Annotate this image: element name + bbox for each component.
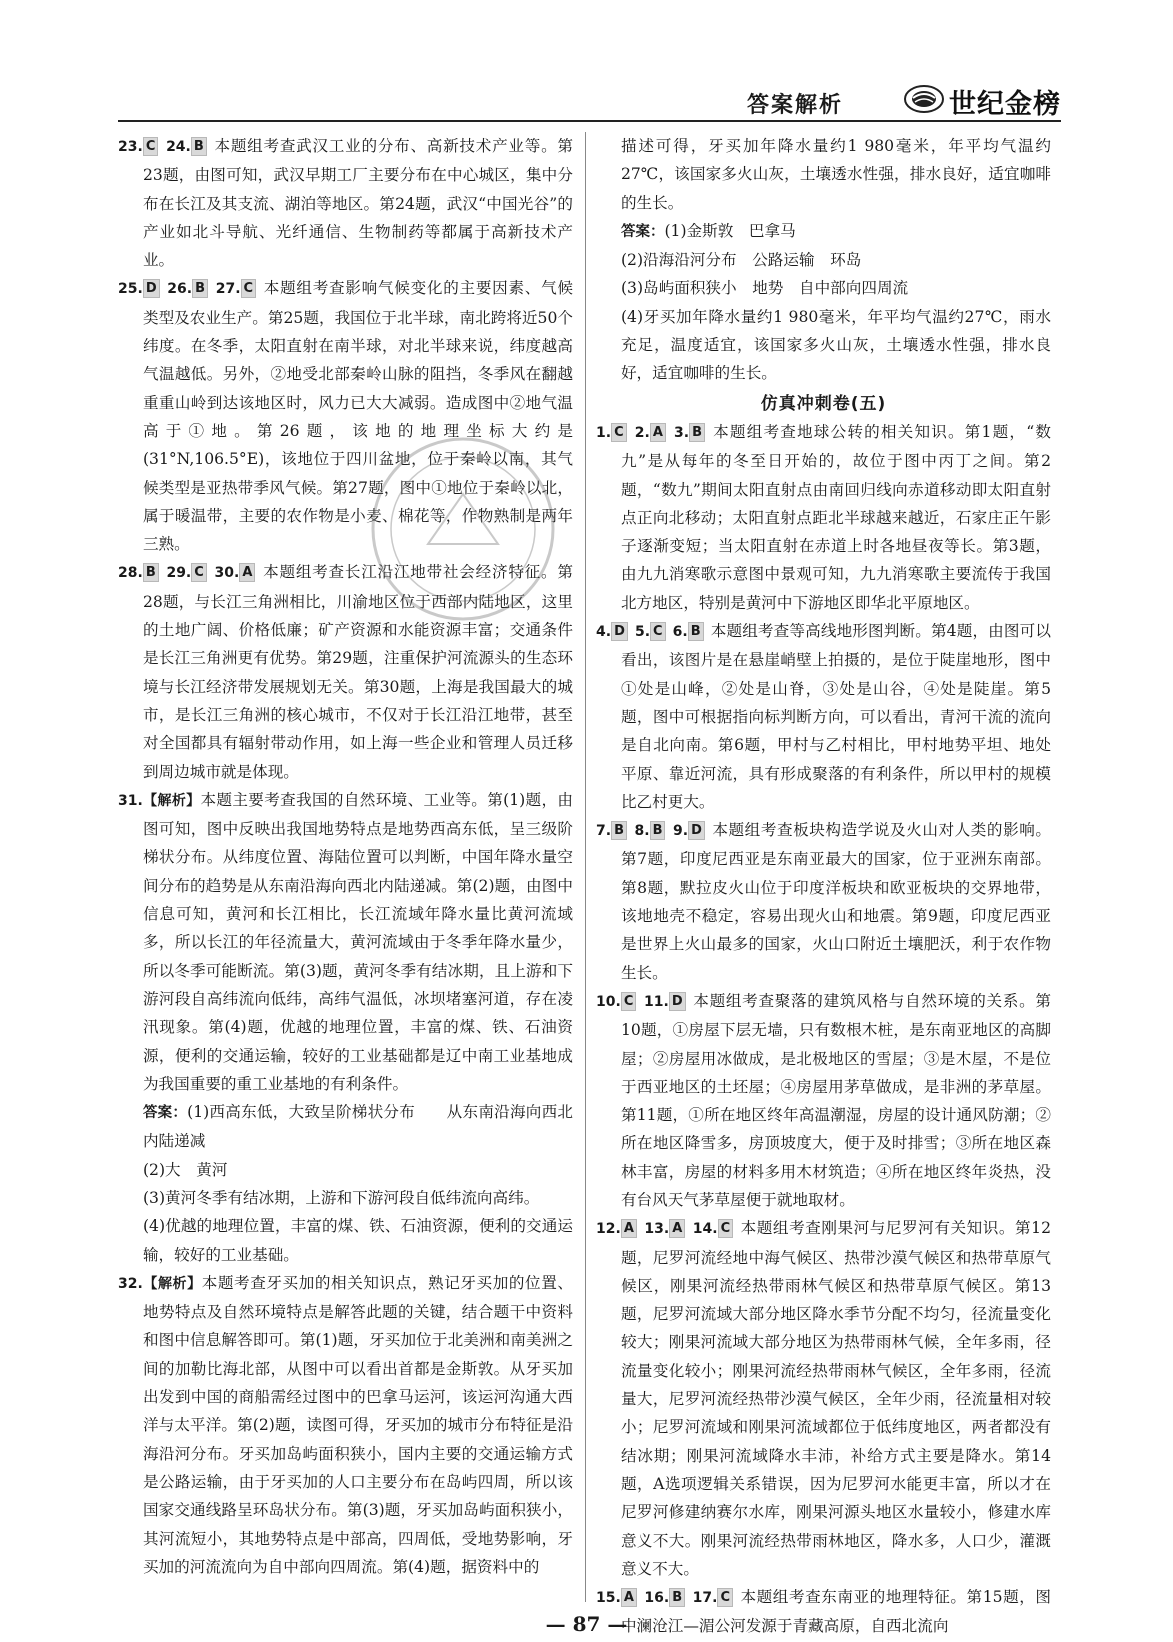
answer-badge: D <box>143 279 160 298</box>
question-number: 7. <box>596 823 612 840</box>
explanation-text: 本题组考查地球公转的相关知识。第1题，“数九”是从每年的冬至日开始的，故位于图中丙丁之间。第2题，“数九”期间太阳直射点由南回归线向赤道移动即太阳直射点正向北移动；太阳直射点距北半球越来越近，石家庄正午影子逐渐变短；当太阳直射在赤道上时各地昼夜等长。第3题，由九九消寒歌示意图中景观可知，九九消寒歌主要流传于我国北方地区，特别是黄河中下游地区即华北平原地区。 <box>620 422 1051 612</box>
answer-badge: B <box>688 622 704 641</box>
answer-badge: C <box>241 279 257 298</box>
question-number: 30. <box>214 565 240 582</box>
answer-badge: C <box>650 622 666 641</box>
explanation-text: 本题组考查武汉工业的分布、高新技术产业等。第23题，由图可知，武汉早期工厂主要分布在中心城区，集中分布在长江及其支流、湖泊等地区。第24题，武汉“中国光谷”的产业如北斗导航、光纤通信、生物制药等都属于高新技术产业。 <box>142 137 573 270</box>
answer-badge: B <box>611 821 627 840</box>
answer-line <box>143 1098 573 1156</box>
question-number: 31. <box>118 792 143 809</box>
answer-badge: B <box>689 423 705 442</box>
question-32 <box>118 1269 573 1581</box>
question-number: 23. <box>118 139 143 155</box>
question-number: 32. <box>118 1275 143 1292</box>
question-10-11 <box>596 987 1051 1214</box>
question-number: 26. <box>167 281 193 298</box>
right-column <box>596 132 1052 1636</box>
answer-block-32 <box>596 217 1051 388</box>
question-number: 3. <box>674 424 690 441</box>
question-number: 11. <box>644 993 669 1010</box>
header-rule <box>118 120 1061 122</box>
question-number: 12. <box>596 1221 621 1238</box>
answer-heading: 答案： <box>142 1105 188 1122</box>
answer-line: (3)岛屿面积狭小 地势 自中部向四周流 <box>620 279 909 298</box>
question-1-3 <box>596 418 1051 617</box>
question-number: 27. <box>215 281 241 298</box>
answer-badge: A <box>650 423 666 442</box>
question-12-14 <box>596 1214 1051 1583</box>
question-number: 9. <box>673 823 689 840</box>
question-number: 29. <box>166 565 192 582</box>
answer-badge: D <box>688 821 705 840</box>
answer-badge: D <box>611 622 628 641</box>
analysis-tag: 【解析】 <box>142 792 201 809</box>
answer-text: (1)西高东低，大致呈阶梯状分布 从东南沿海向西北内陆递减 <box>142 1103 573 1151</box>
question-23-24 <box>118 132 573 274</box>
answer-badge: B <box>143 563 159 582</box>
answer-badge: B <box>650 821 666 840</box>
answer-badge: C <box>611 423 627 442</box>
question-number: 17. <box>692 1590 718 1607</box>
answer-heading: 答案： <box>620 223 665 240</box>
answer-line: (2)沿海沿河分布 公路运输 环岛 <box>620 251 862 270</box>
question-7-9 <box>596 816 1051 987</box>
question-number: 6. <box>672 624 688 641</box>
question-number: 15. <box>596 1590 621 1607</box>
explanation-text: 本题组考查东南亚的地理特征。第15题，图中澜沧江—湄公河发源于青藏高原，自西北流向 <box>620 1588 1051 1636</box>
question-number: 16. <box>644 1590 670 1607</box>
explanation-text: 本题主要考查我国的自然环境、工业等。第(1)题，由图可知，图中反映出我国地势特点是地势西高东低，呈三级阶梯状分布。从纬度位置、海陆位置可以判断，中国年降水量空间分布的趋势是从东南沿海向西北内陆递减。第(2)题，由图中信息可知，黄河和长江相比，长江流域年降水量比黄河流域多，所以长江的年径流量大，黄河流域由于冬季年降水量少，所以冬季可能断流。第(3)题，黄河冬季有结冰期，且上游和下游河段自高纬流向低纬，高纬气温低，冰坝堵塞河道，存在凌汛现象。第(4)题，优越的地理位置，丰富的煤、铁、石油资源，便利的交通运输，较好的工业基础都是辽中南工业基地成为我国重要的重工业基地的有利条件。 <box>142 790 574 1093</box>
answer-badge: D <box>669 992 686 1011</box>
answer-badge: C <box>621 992 637 1011</box>
section-title: 仿真冲刺卷(五) <box>760 393 887 414</box>
brand-name: 世纪金榜 <box>949 89 1061 120</box>
question-4-6 <box>596 617 1051 816</box>
explanation-text: 本题组考查长江沿江地带社会经济特征。第28题，与长江三角洲相比，川渝地区位于西部内陆地区，这里的土地广阔、价格低廉；矿产资源和水能资源丰富；交通条件是长江三角洲更有优势。第29题，注重保护河流源头的生态环境与长江经济带发展规划无关。第30题，上海是我国最大的城市，是长江三角洲的核心城市，不仅对于长江沿江地带，甚至对全国都具有辐射带动作用，如上海一些企业和管理人员迁移到周边城市就是体现。 <box>142 563 573 781</box>
question-number: 13. <box>644 1221 670 1238</box>
answer-line <box>621 217 1051 246</box>
answer-line: (2)大 黄河 <box>142 1160 228 1179</box>
answer-badge: A <box>621 1588 637 1607</box>
analysis-tag: 【解析】 <box>142 1275 202 1292</box>
answer-badge: B <box>192 279 208 298</box>
answer-line: (4)优越的地理位置，丰富的煤、铁、石油资源，便利的交通运输，较好的工业基础。 <box>142 1217 573 1264</box>
header-section-label: 答案解析 <box>746 93 843 118</box>
answer-badge: A <box>669 1219 685 1238</box>
answer-badge: C <box>143 137 159 156</box>
column-divider <box>585 132 586 1602</box>
question-number: 14. <box>692 1221 718 1238</box>
answer-text: (1)金斯敦 巴拿马 <box>664 221 796 240</box>
question-number: 4. <box>596 624 612 641</box>
question-number: 1. <box>596 424 612 441</box>
question-number: 8. <box>634 823 650 840</box>
answer-badge: A <box>621 1219 637 1238</box>
explanation-text: 本题组考查刚果河与尼罗河有关知识。第12题，尼罗河流经地中海气候区、热带沙漠气候区和热带草原气候区，刚果河流经热带雨林气候区和热带草原气候区。第13题，尼罗河流域大部分地区降水季节分配不均匀，径流量变化较大；刚果河流域大部分地区为热带雨林气候，全年多雨，径流量变化较小；刚果河流经热带雨林气候区，全年多雨，径流量大，尼罗河流经热带沙漠气候区，全年少雨，径流量相对较小；尼罗河流域和刚果河流域都位于低纬度地区，两者都没有结冰期；刚果河流域降水丰沛，补给方式主要是降水。第14题，A选项逻辑关系错误，因为尼罗河水能更丰富，所以才在尼罗河修建纳赛尔水库，刚果河源头地区水量较小，修建水库意义不大。刚果河流经热带雨林地区，降水多，人口少，灌溉意义不大。 <box>620 1219 1052 1578</box>
watermark-stamp-icon <box>358 424 568 634</box>
answer-badge: C <box>717 1588 733 1607</box>
answer-badge: B <box>191 137 207 156</box>
answer-badge: B <box>669 1588 685 1607</box>
answer-badge: C <box>191 563 207 582</box>
question-number: 25. <box>118 281 143 298</box>
explanation-text: 本题考查牙买加的相关知识点，熟记牙买加的位置、地势特点及自然环境特点是解答此题的关键，结合题干中资料和图中信息解答即可。第(1)题，牙买加位于北美洲和南美洲之间的加勒比海北部，从图中可以看出首都是金斯敦。从牙买加出发到中国的商船需经过图中的巴拿马运河，该运河沟通大西洋与太平洋。第(2)题，读图可得，牙买加的城市分布特征是沿海沿河分布。牙买加岛屿面积狭小，国内主要的交通运输方式是公路运输，由于牙买加的人口主要分布在岛屿四周，所以该国家交通线路呈环岛状分布。第(3)题，牙买加岛屿面积狭小，其河流短小，其地势特点是中部高，四周低，受地势影响，牙买加的河流流向为自中部向四周流。第(4)题，据资料中的 <box>142 1273 573 1576</box>
explanation-text: 本题组考查板块构造学说及火山对人类的影响。第7题，印度尼西亚是东南亚最大的国家，位于亚洲东南部。第8题，默拉皮火山位于印度洋板块和欧亚板块的交界地带，该地地壳不稳定，容易出现火山和地震。第9题，印度尼西亚是世界上火山最多的国家，火山口附近土壤肥沃，利于农作物生长。 <box>620 821 1051 982</box>
explanation-text: 本题组考查聚落的建筑风格与自然环境的关系。第10题，①房屋下层无墙，只有数根木桩，是东南亚地区的高脚屋；②房屋用冰做成，是北极地区的雪屋；③是木屋，不是位于西亚地区的土坯屋；④房屋用茅草做成，是非洲的茅草屋。第11题，①所在地区终年高温潮湿，房屋的设计通风防潮；②所在地区降雪多，房顶坡度大，便于及时排雪；③所在地区森林丰富，房屋的材料多用木材筑造；④所在地区终年炎热，没有台风天气茅草屋便于就地取材。 <box>620 991 1051 1209</box>
explanation-text: 本题组考查影响气候变化的主要因素、气候类型及农业生产。第25题，我国位于北半球，南北跨将近50个纬度。在冬季，太阳直射在南半球，对北半球来说，纬度越高气温越低。另外，②地受北部秦岭山脉的阻挡，冬季风在翻越重重山岭到达该地区时，风力已大大减弱。造成图中②地气温高于①地。第26题，该地的地理坐标大约是(31°N,106.5°E)，该地位于四川盆地，位于秦岭以南，其气候类型是亚热带季风气候。第27题，图中①地位于秦岭以北，属于暖温带，主要的农作物是小麦、棉花等，作物熟制是两年三熟。 <box>142 279 573 554</box>
question-number: 10. <box>596 993 621 1010</box>
question-number: 5. <box>634 624 651 641</box>
question-number: 2. <box>634 424 650 441</box>
page-number: — 87 — <box>545 1612 628 1636</box>
question-number: 24. <box>166 139 191 155</box>
left-column <box>118 132 573 1602</box>
question-31 <box>118 786 573 1098</box>
explanation-text: 本题组考查等高线地形图判断。第4题，由图可以看出，该图片是在悬崖峭壁上拍摄的，是位于陡崖地形，图中①处是山峰，②处是山脊，③处是山谷，④处是陡崖。第5题，图中可根据指向标判断方向，可以看出，青河干流的流向是自北向南。第6题，甲村与乙村相比，甲村地势平坦、地处平原、靠近河流，具有形成聚落的有利条件，所以甲村的规模比乙村更大。 <box>620 622 1051 811</box>
answer-line: (3)黄河冬季有结冰期，上游和下游河段自低纬流向高纬。 <box>142 1188 540 1207</box>
question-number: 28. <box>118 565 143 582</box>
book-globe-logo-icon <box>903 82 945 114</box>
answer-badge: A <box>239 563 255 582</box>
answer-badge: C <box>718 1219 734 1238</box>
page-header <box>0 0 1173 122</box>
question-32-continued: 描述可得，牙买加年降水量约1 980毫米，年平均气温约27℃，该国家多火山灰，土壤透水性强，排水良好，适宜咖啡的生长。 <box>620 137 1051 212</box>
answer-line: (4)牙买加年降水量约1 980毫米，年平均气温约27℃，雨水充足，温度适宜，该国家多火山灰，土壤透水性强，排水良好，适宜咖啡的生长。 <box>620 307 1051 383</box>
answer-block-31 <box>118 1098 573 1269</box>
